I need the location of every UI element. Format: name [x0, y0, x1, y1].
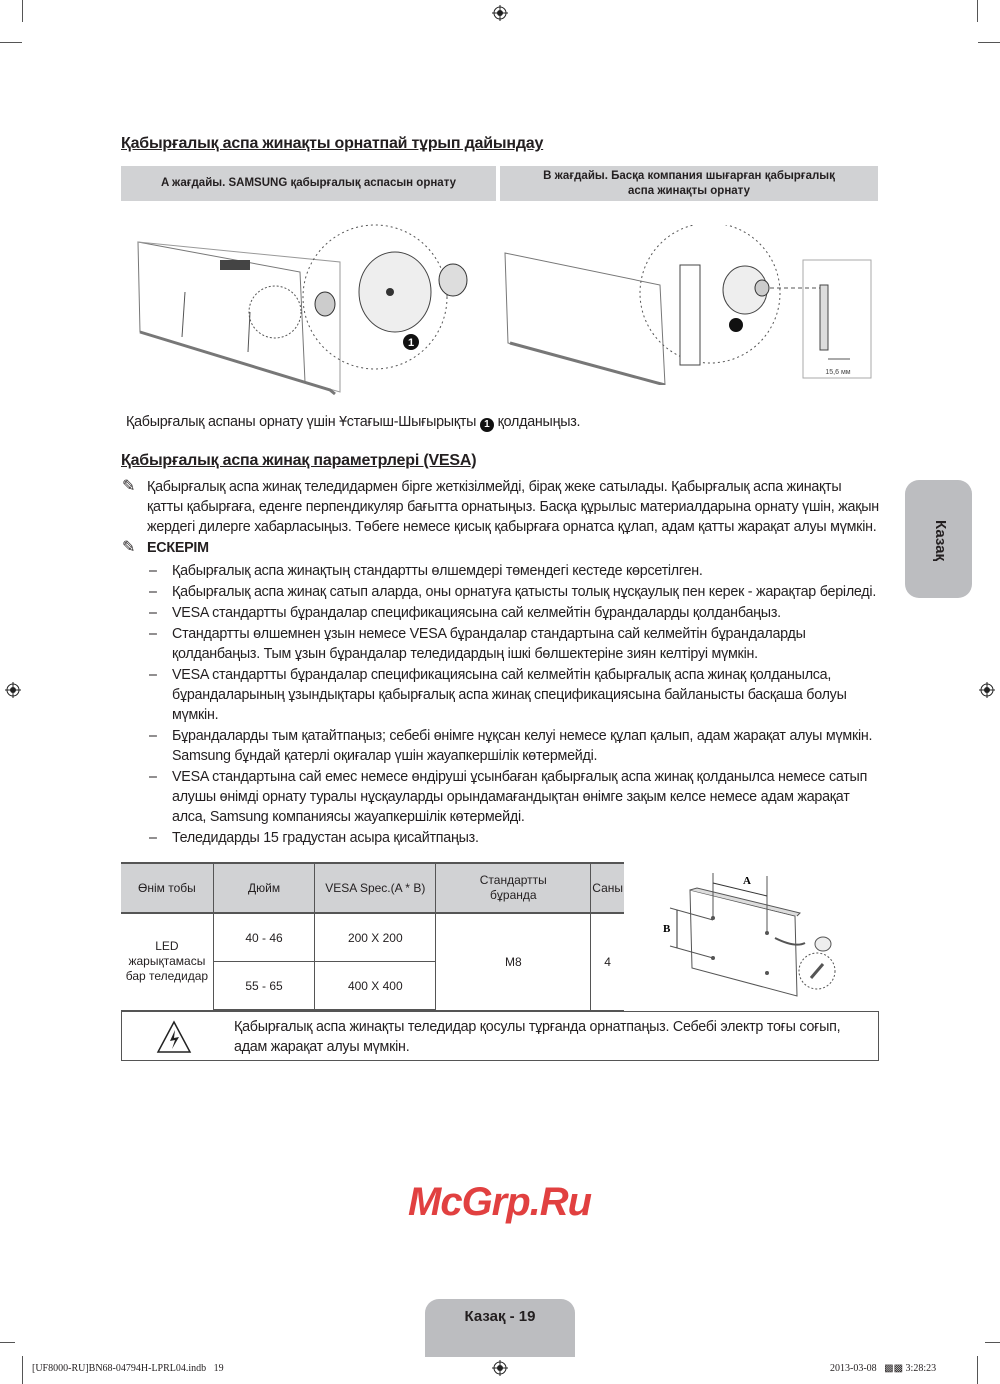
bullet-item: – VESA стандартты бұрандалар спецификациясына сай келмейтін бұрандаларды қолданбаңыз.: [149, 605, 781, 621]
crop-mark: [0, 1342, 15, 1343]
qty-cell: 4: [591, 913, 624, 1010]
footer-timestamp: 2013-03-08 ▩▩ 3:28:23: [830, 1363, 937, 1374]
footer-file-name: [UF8000-RU]BN68-04794H-LPRL04.indb 19: [32, 1363, 224, 1374]
section-title-vesa: Қабырғалық аспа жинақ параметрлері (VESA): [121, 452, 477, 469]
dimension-b-label: B: [663, 923, 671, 935]
inch-cell: 40 - 46: [213, 913, 314, 962]
note-label: ЕСКЕРІМ: [147, 540, 209, 556]
watermark: McGrp.Ru: [408, 1180, 592, 1224]
bullet-item: – Қабырғалық аспа жинақтың стандартты өлшемдері төмендегі кестеде көрсетілген.: [149, 563, 703, 579]
case-a-header: A жағдайы. SAMSUNG қабырғалық аспасын орнату: [121, 166, 496, 201]
page-number-tab: [425, 1299, 575, 1357]
vesa-dimension-diagram: [655, 868, 855, 998]
instruction-text: Қабырғалық аспаны орнату үшін Ұстағыш-Шығырықты: [126, 414, 477, 430]
note-pencil-icon: ✎: [122, 478, 136, 495]
bullet-item: – Стандартты өлшемнен ұзын немесе VESA бұрандалар стандартына сай келмейтін бұрандаларды қолданбаңыз. Тым ұзын бұрандалар теледидардың ішкі бөлшектеріне зиян келтіруі мүмкін.: [149, 626, 806, 662]
table-row: [121, 913, 624, 962]
crop-mark: [0, 42, 22, 43]
note-pencil-icon: ✎: [122, 539, 136, 556]
registration-mark-icon: [492, 1360, 508, 1376]
case-b-illustration: [500, 225, 875, 385]
section-title-preparation: Қабырғалық аспа жинақты орнатпай тұрып дайындау: [121, 135, 544, 152]
instruction-line: [126, 412, 580, 432]
bullet-item: – VESA стандартына сай емес немесе өндіруші ұсынбаған қабырғалық аспа жинақ қолданылса немесе сатып алушы өнімді орнату туралы нұсқауларды орындамағандықтан өнімге зақым келсе немесе адам жарақат алса, Samsung компаниясы жауапкершілік көтермейді.: [149, 769, 868, 825]
side-tab-label: Казақ: [932, 520, 949, 561]
callout-1-badge: 1: [480, 418, 494, 432]
vesa-spec-table: [121, 862, 624, 1011]
electric-shock-warning-icon: [156, 1020, 192, 1054]
language-side-tab: [905, 480, 972, 598]
screw-cell: M8: [436, 913, 591, 1010]
page-number: Казақ - 19: [464, 1308, 536, 1325]
dimension-label: 15,6 мм: [825, 369, 851, 376]
bullet-item: – Бұрандаларды тым қатайтпаңыз; себебі өнімге нұқсан келуі немесе құлап қалып, адам жарақат алуы мүмкін. Samsung бұндай қатерлі оқиғалар үшін жауапкершілік көтермейді.: [149, 728, 873, 764]
note-bullet-list: [121, 561, 881, 848]
col-header: Дюйм: [213, 863, 314, 913]
registration-mark-icon: [979, 682, 995, 698]
col-header: Саны: [591, 863, 624, 913]
vesa-table-area: [121, 862, 881, 1002]
dimension-a-label: A: [743, 875, 751, 887]
vesa-intro-row: [121, 477, 881, 537]
product-group-cell: LED жарықтамасы бар теледидар: [121, 913, 213, 1010]
note-label-row: [121, 538, 881, 558]
col-header: Өнім тобы: [121, 863, 213, 913]
instruction-text-end: қолданыңыз.: [497, 414, 581, 430]
crop-mark: [978, 42, 1000, 43]
crop-mark: [985, 1342, 1000, 1343]
warning-box: [121, 1011, 879, 1061]
inch-cell: 55 - 65: [213, 962, 314, 1011]
crop-mark: [22, 0, 23, 22]
callout-1: 1: [407, 337, 415, 349]
bullet-item: – Қабырғалық аспа жинақ сатып аларда, оны орнатуға қатысты толық нұсқаулық пен керек - жарақтар беріледі.: [149, 584, 877, 600]
bullet-item: – Теледидарды 15 градустан асыра қисайтпаңыз.: [149, 830, 479, 846]
warning-text: Қабырғалық аспа жинақты теледидар қосулы тұрғанда орнатпаңыз. Себебі электр тоғы соғып, адам жарақат алуы мүмкін.: [234, 1019, 841, 1055]
registration-mark-icon: [492, 5, 508, 21]
crop-mark: [22, 1356, 23, 1384]
vesa-cell: 400 X 400: [315, 962, 436, 1011]
bullet-item: – VESA стандартты бұрандалар спецификациясына сай келмейтін қабырғалық аспа жинақ қолданылса, бұрандаларының ұзындықтары қабырғалық аспа жинақ спецификациясына байланысты басқаша болуы мүмкін.: [149, 667, 847, 723]
case-b-header: B жағдайы. Басқа компания шығарған қабырғалық аспа жинақты орнату: [500, 166, 878, 201]
vesa-section-body: [121, 477, 881, 1061]
vesa-intro-text: Қабырғалық аспа жинақ теледидармен бірге жеткізілмейді, бірақ жеке сатылады. Қабырғалық аспа жинақты қатты қабырғаға, еденге перпендикуляр бағытта орнатыңыз. Басқа құрылыс материалдарына орнату үшін, жақын жердегі дилерге хабарласыңыз. Төбеге немесе қисық қабырғаға орнатса құлап, адам қатты жарақат алуы мүмкін.: [147, 479, 879, 535]
col-header: VESA Spec.(A * B): [315, 863, 436, 913]
vesa-cell: 200 X 200: [315, 913, 436, 962]
col-header: Стандартты бұранда: [436, 863, 591, 913]
crop-mark: [977, 1356, 978, 1384]
crop-mark: [977, 0, 978, 22]
registration-mark-icon: [5, 682, 21, 698]
case-a-illustration: [130, 212, 490, 402]
